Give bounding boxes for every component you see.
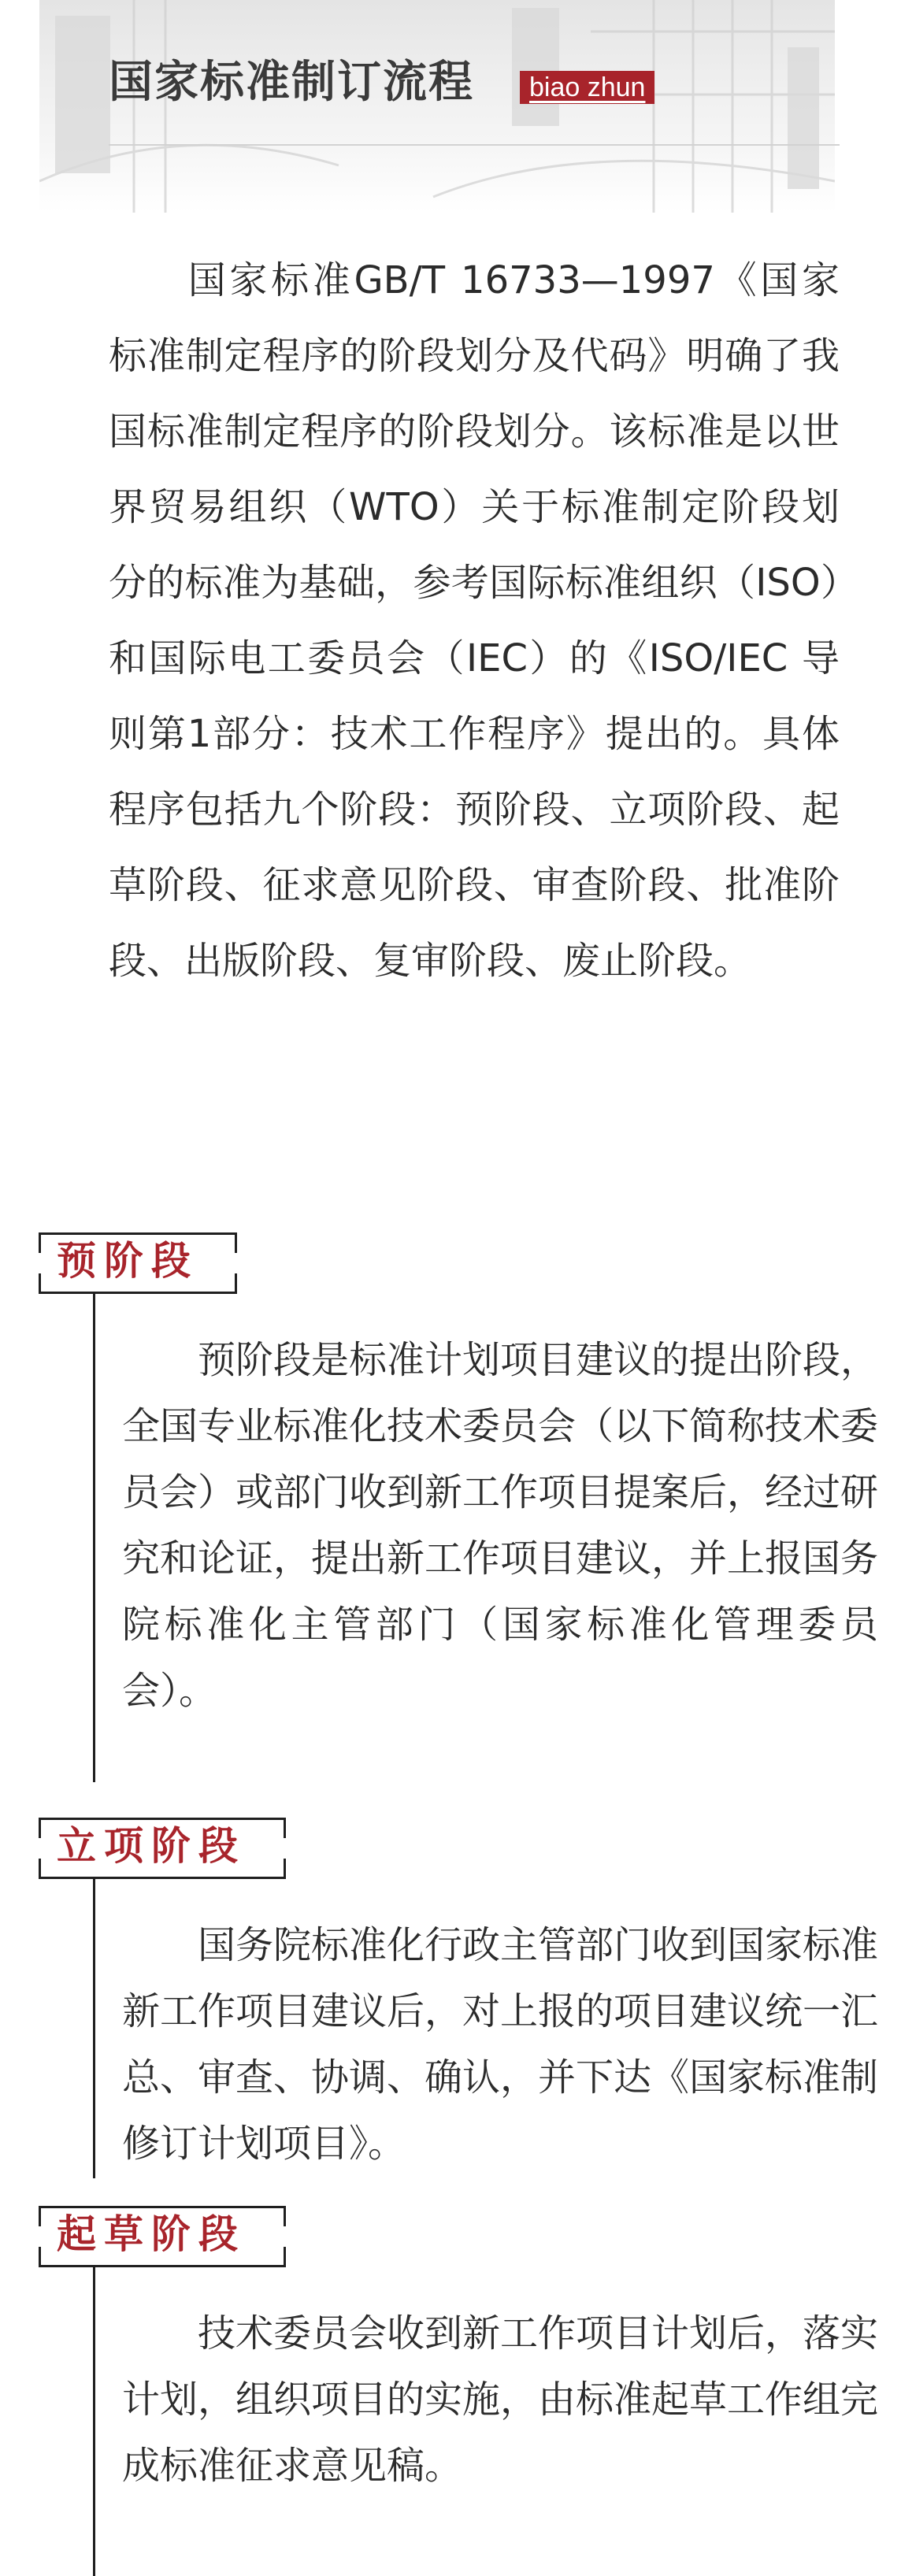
- stage-title: 起草阶段: [57, 2211, 246, 2257]
- timeline-line: [93, 1294, 95, 1782]
- pinyin-tag: biao zhun: [520, 71, 654, 104]
- intro-text: 国家标准GB/T 16733—1997《国家标准制定程序的阶段划分及代码》明确了我国标准制定程序的阶段划分。该标准是以世界贸易组织（WTO）关于标准制定阶段划分的标准为基础，参考国际标准组织（ISO）和国际电工委员会（IEC）的《ISO/IEC 导则第1部分：技术工作程序》提出的。具体程序包括九个阶段：预阶段、立项阶段、起草阶段、征求意见阶段、审查阶段、批准阶段、出版阶段、复审阶段、废止阶段。: [109, 258, 840, 983]
- stage-text: 技术委员会收到新工作项目计划后，落实计划，组织项目的实施，由标准起草工作组完成标准征求意见稿。: [122, 2311, 879, 2488]
- stage-text: 国务院标准化行政主管部门收到国家标准新工作项目建议后，对上报的项目建议统一汇总、审查、协调、确认，并下达《国家标准制修订计划项目》。: [122, 1923, 879, 2166]
- stage-section-drafting: [41, 2206, 879, 2576]
- stage-text: 预阶段是标准计划项目建议的提出阶段，全国专业标准化技术委员会（以下简称技术委员会）或部门收到新工作项目提案后，经过研究和论证，提出新工作项目建议，并上报国务院标准化主管部门（国家标准化管理委员会）。: [122, 1338, 879, 1713]
- timeline-line: [93, 1879, 95, 2178]
- stage-title: 立项阶段: [57, 1823, 246, 1869]
- timeline-line: [93, 2267, 95, 2576]
- title-divider: [109, 144, 840, 146]
- stage-section-initiation: [41, 1818, 879, 2180]
- intro-paragraph: [109, 243, 840, 999]
- page-title: 国家标准制订流程: [109, 57, 474, 108]
- stage-section-pre: [41, 1232, 879, 1784]
- stage-title: 预阶段: [57, 1238, 198, 1284]
